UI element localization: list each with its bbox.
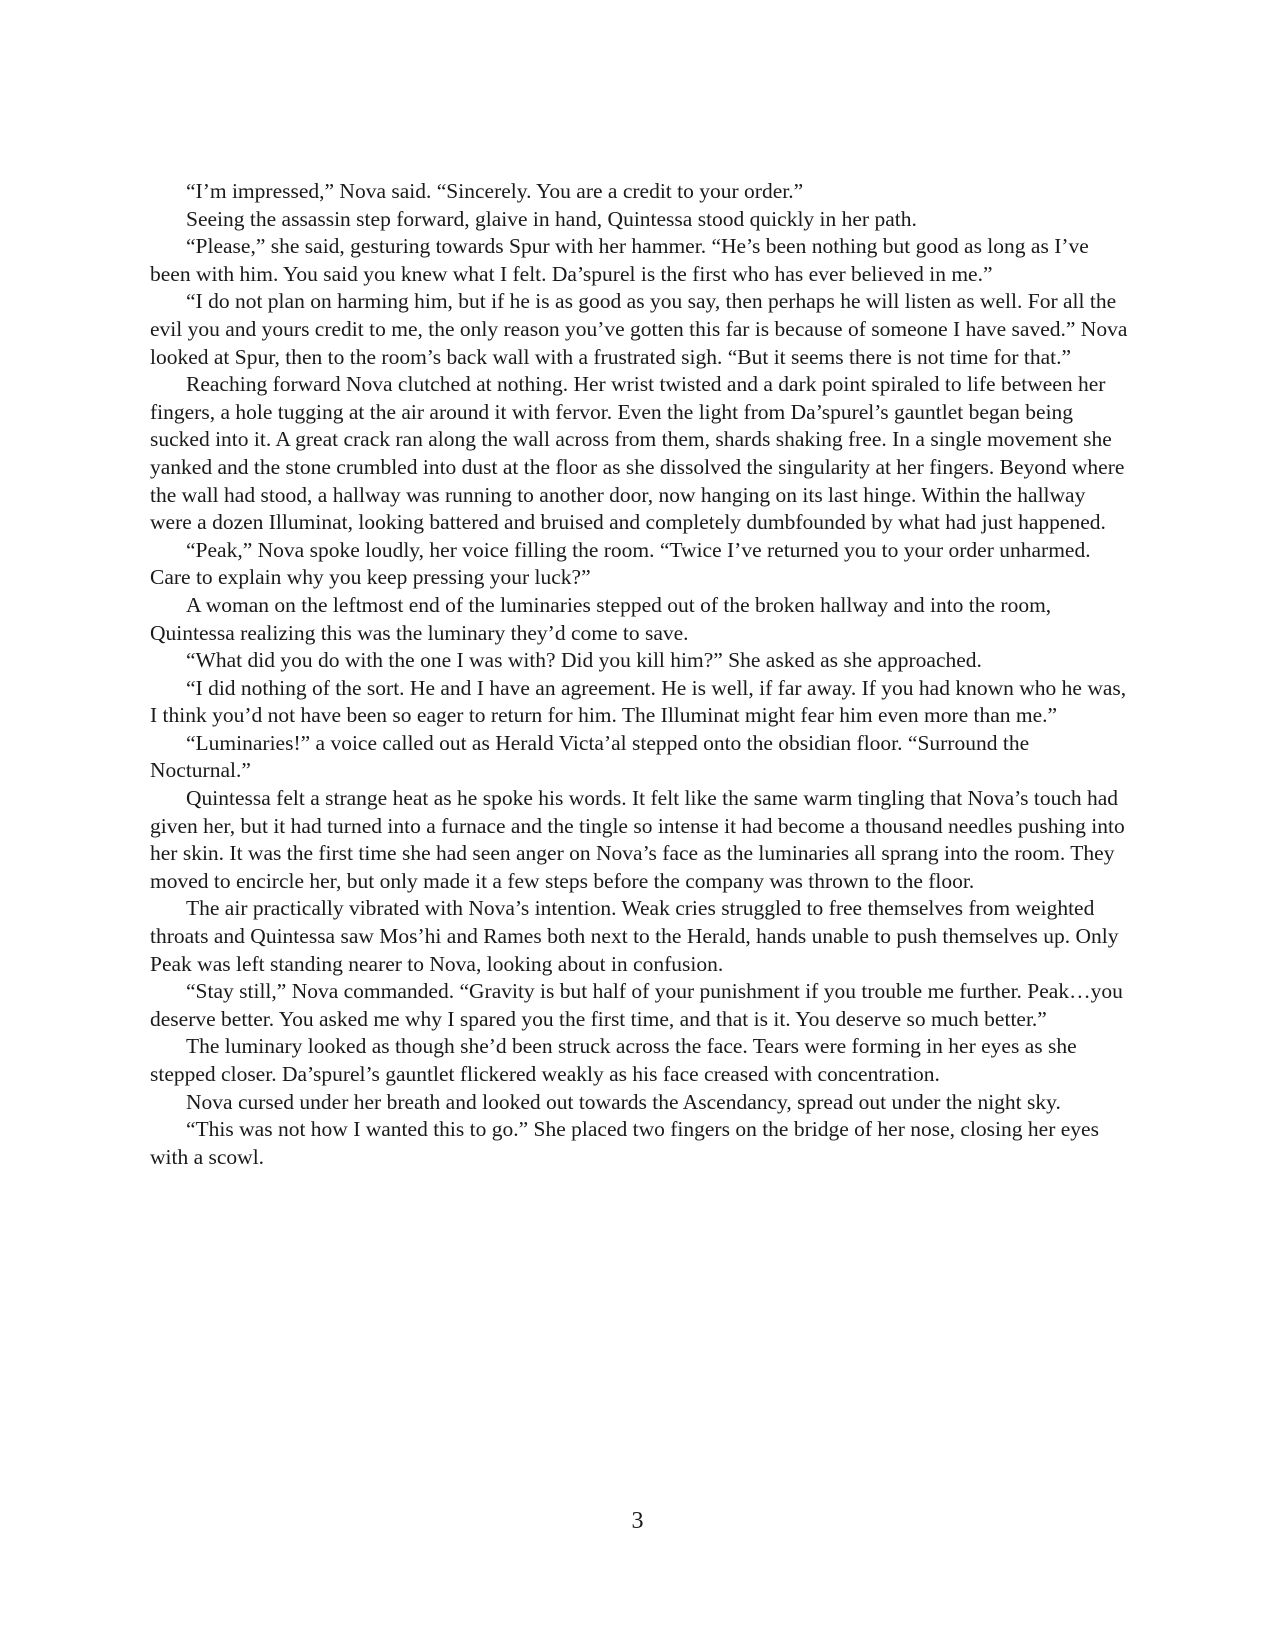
- paragraph: “This was not how I wanted this to go.” She placed two fingers on the bridge of her nose, closing her eyes with a scowl.: [150, 1117, 1099, 1169]
- paragraph: Quintessa felt a strange heat as he spoke his words. It felt like the same warm tingling that Nova’s touch had given her, but it had turned into a furnace and the tingle so intense it had become a thousand needles pushing into her skin. It was the first time she had seen anger on Nova’s face as the luminaries all sprang into the room. They moved to encircle her, but only made it a few steps before the company was thrown to the floor.: [150, 786, 1125, 893]
- paragraph: Nova cursed under her breath and looked out towards the Ascendancy, spread out under the night sky.: [186, 1089, 1061, 1114]
- paragraph: “I did nothing of the sort. He and I have an agreement. He is well, if far away. If you had known who he was, I think you’d not have been so eager to return for him. The Illuminat might fear him even more than me.”: [150, 675, 1127, 728]
- paragraph: “Please,” she said, gesturing towards Spur with her hammer. “He’s been nothing but good as long as I’ve been with him. You said you knew what I felt. Da’spurel is the first who has ever believed in me.”: [150, 234, 1089, 286]
- paragraph: The air practically vibrated with Nova’s intention. Weak cries struggled to free themselves from weighted throats and Quintessa saw Mos’hi and Rames both next to the Herald, hands unable to push themselves up. Only Peak was left standing nearer to Nova, looking about in confusion.: [150, 896, 1119, 976]
- paragraph: “Peak,” Nova spoke loudly, her voice filling the room. “Twice I’ve returned you to your order unharmed. Care to explain why you keep pressing your luck?”: [150, 537, 1091, 590]
- paragraph: A woman on the leftmost end of the luminaries stepped out of the broken hallway and into the room, Quintessa realizing this was the luminary they’d come to save.: [150, 592, 1052, 645]
- paragraph: “Luminaries!” a voice called out as Herald Victa’al stepped onto the obsidian floor. “Surround the Nocturnal.”: [150, 730, 1030, 783]
- body-text: [150, 178, 1130, 1171]
- paragraph: “What did you do with the one I was with? Did you kill him?” She asked as she approached.: [186, 648, 982, 673]
- paragraph: Reaching forward Nova clutched at nothing. Her wrist twisted and a dark point spiraled to life between her fingers, a hole tugging at the air around it with fervor. Even the light from Da’spurel’s gauntlet began being sucked into it. A great crack ran along the wall across from them, shards shaking free. In a single movement she yanked and the stone crumbled into dust at the floor as she dissolved the singularity at her fingers. Beyond where the wall had stood, a hallway was running to another door, now hanging on its last hinge. Within the hallway were a dozen Illuminat, looking battered and bruised and completely dumbfounded by what had just happened.: [150, 372, 1125, 535]
- paragraph: “Stay still,” Nova commanded. “Gravity is but half of your punishment if you trouble me further. Peak…you deserve better. You asked me why I spared you the first time, and that is it. You deserve so much better.”: [150, 979, 1123, 1031]
- paragraph: “I’m impressed,” Nova said. “Sincerely. You are a credit to your order.”: [186, 179, 804, 203]
- paragraph: Seeing the assassin step forward, glaive in hand, Quintessa stood quickly in her path.: [186, 206, 917, 231]
- paragraph: “I do not plan on harming him, but if he is as good as you say, then perhaps he will listen as well. For all the evil you and yours credit to me, the only reason you’ve gotten this far is because of someone I have saved.” Nova looked at Spur, then to the room’s back wall with a frustrated sigh. “But it seems there is not time for that.”: [150, 289, 1128, 369]
- paragraph: The luminary looked as though she’d been struck across the face. Tears were forming in her eyes as she stepped closer. Da’spurel’s gauntlet flickered weakly as his face creased with concentration.: [150, 1034, 1077, 1086]
- page-number: 3: [631, 1508, 644, 1534]
